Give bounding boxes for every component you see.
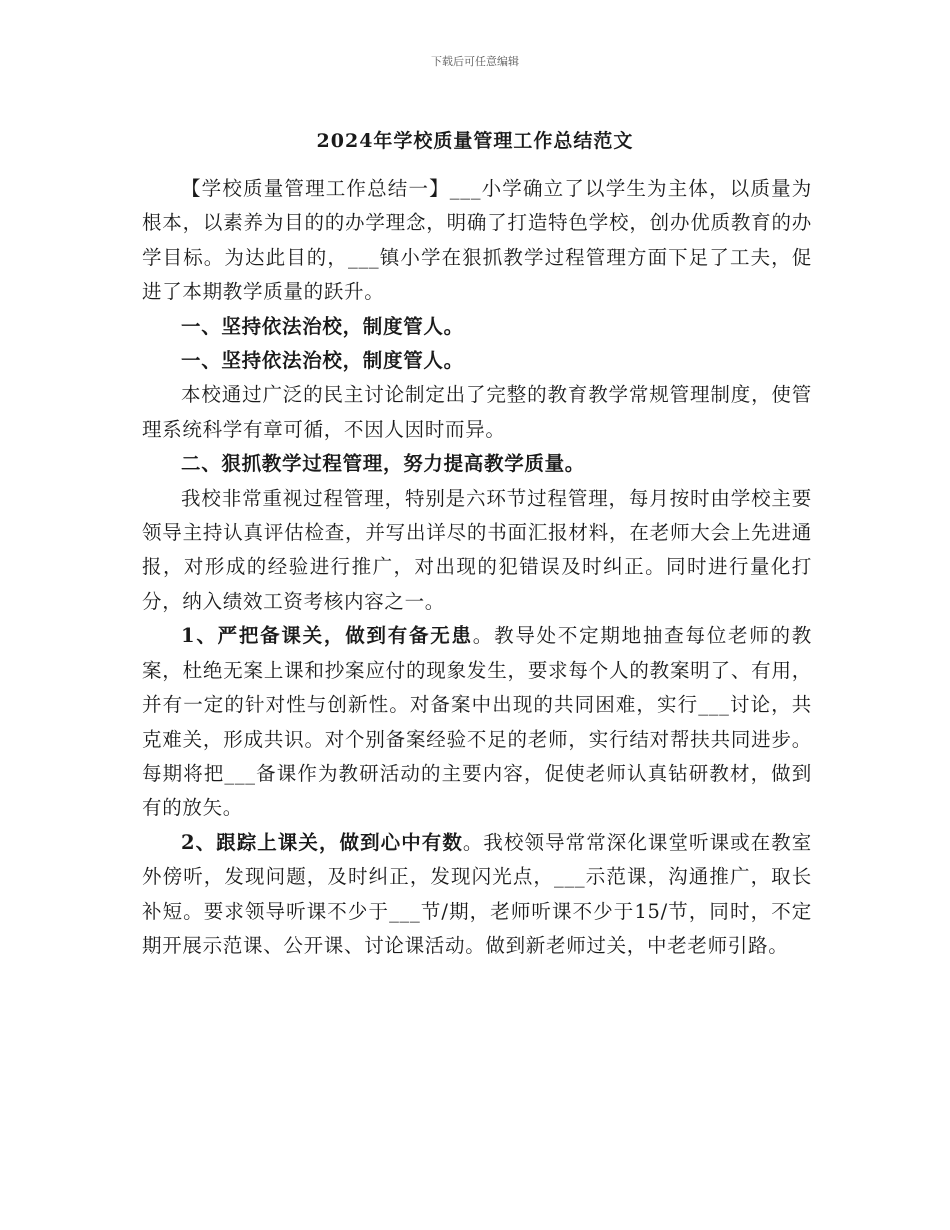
- paragraph-text: 本校通过广泛的民主讨论制定出了完整的教育教学常规管理制度，使管理系统科学有章可循，不因人因时而异。: [142, 383, 812, 441]
- paragraph-rules: [142, 378, 812, 447]
- paragraph-lesson-prep: [142, 619, 812, 825]
- section-heading-1-repeat: [142, 344, 812, 378]
- heading-text: 一、坚持依法治校，制度管人。: [181, 314, 464, 338]
- paragraph-intro: [142, 172, 812, 310]
- paragraph-process: [142, 482, 812, 620]
- section-heading-1: [142, 310, 812, 344]
- heading-text: 一、坚持依法治校，制度管人。: [181, 349, 464, 373]
- document-body: [142, 172, 812, 963]
- paragraph-text: 我校非常重视过程管理，特别是六环节过程管理，每月按时由学校主要领导主持认真评估检查，并写出详尽的书面汇报材料，在老师大会上先进通报，对形成的经验进行推广，对出现的犯错误及时纠正。同时进行量化打分，纳入绩效工资考核内容之一。: [142, 486, 812, 613]
- section-heading-2: [142, 447, 812, 481]
- paragraph-lead: 2、跟踪上课关，做到心中有数: [181, 830, 463, 854]
- paragraph-text: 。我校领导常常深化课堂听课或在教室外傍听，发现问题，及时纠正，发现闪光点，___示范课，沟通推广，取长补短。要求领导听课不少于___节/期，老师听课不少于15/节，同时，不定期开展示范课、公开课、讨论课活动。做到新老师过关，中老老师引路。: [142, 830, 812, 957]
- paragraph-class-tracking: [142, 826, 812, 964]
- paragraph-lead: 1、严把备课关，做到有备无患: [181, 624, 473, 648]
- document-title: 2024年学校质量管理工作总结范文: [316, 130, 634, 152]
- paragraph-text: 【学校质量管理工作总结一】___小学确立了以学生为主体，以质量为根本，以素养为目的的办学理念，明确了打造特色学校，创办优质教育的办学目标。为达此目的，___镇小学在狠抓教学过程管理方面下足了工夫，促进了本期教学质量的跃升。: [142, 177, 812, 304]
- paragraph-text: 。教导处不定期地抽查每位老师的教案，杜绝无案上课和抄案应付的现象发生，要求每个人的教案明了、有用，并有一定的针对性与创新性。对备案中出现的共同困难，实行___讨论，共克难关，形成共识。对个别备案经验不足的老师，实行结对帮扶共同进步。每期将把___备课作为教研活动的主要内容，促使老师认真钻研教材，做到有的放矢。: [142, 624, 812, 820]
- heading-text: 二、狠抓教学过程管理，努力提高教学质量。: [181, 452, 586, 476]
- header-note: 下载后可任意编辑: [431, 55, 519, 68]
